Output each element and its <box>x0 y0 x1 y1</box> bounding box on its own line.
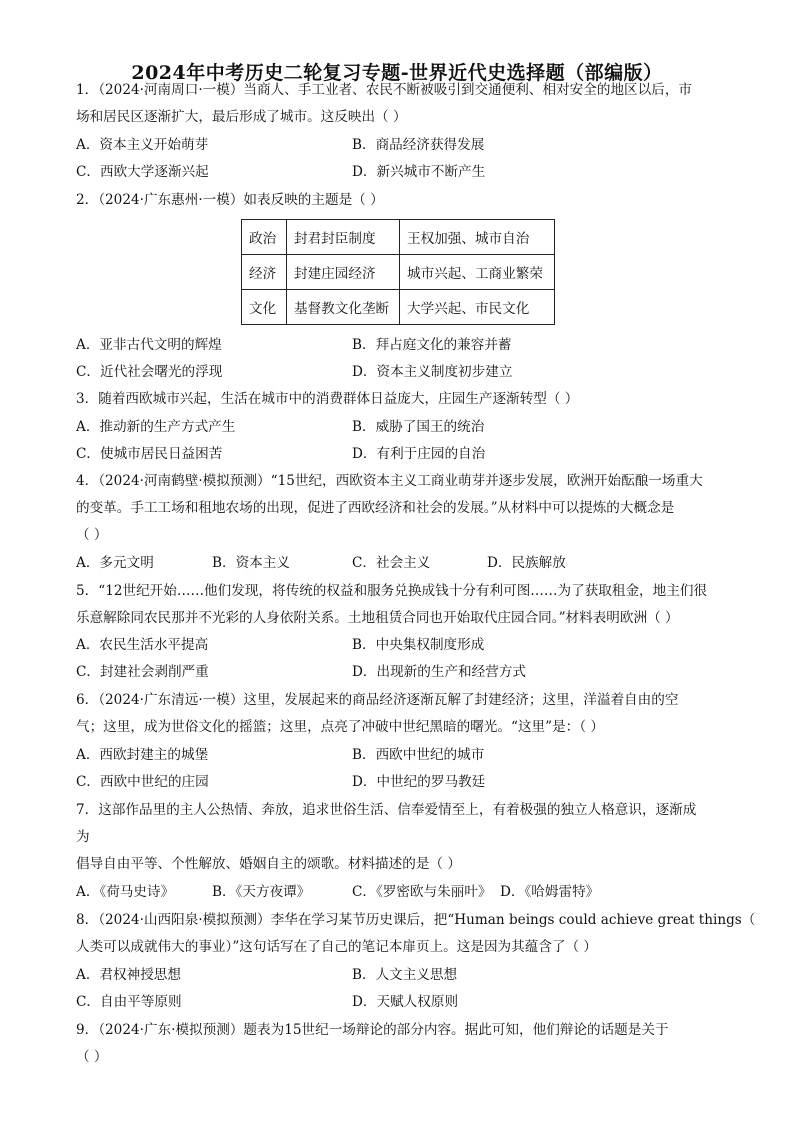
question-8-option-d: D．天赋人权原则 <box>352 994 459 1010</box>
question-6-text: 6．（2024·广东清远·一模）这里，发展起来的商品经济逐渐瓦解了封建经济；这里，洋溢着自由的空 <box>76 692 679 708</box>
question-2-option-c: C．近代社会曙光的浮现 <box>76 364 223 380</box>
table-cell: 文化 <box>242 290 287 325</box>
question-5-option-d: D．出现新的生产和经营方式 <box>352 664 527 680</box>
table-cell: 王权加强、城市自治 <box>400 220 555 255</box>
question-7-option-d: D．《哈姆雷特》 <box>500 884 600 900</box>
question-3-option-c: C．使城市居民日益困苦 <box>76 446 223 462</box>
question-3-text: 3．随着西欧城市兴起，生活在城市中的消费群体日益庞大，庄园生产逐渐转型（ ） <box>76 391 579 407</box>
question-5-option-b: B．中央集权制度形成 <box>352 637 485 653</box>
table-row <box>242 255 555 290</box>
question-8-option-a: A．君权神授思想 <box>76 967 181 983</box>
table-cell: 封君封臣制度 <box>287 220 400 255</box>
question-7-option-a: A．《荷马史诗》 <box>76 884 175 900</box>
question-6-option-d: D．中世纪的罗马教廷 <box>352 774 486 790</box>
question-7-text-cont: 为 <box>76 829 90 845</box>
table-cell: 封建庄园经济 <box>287 255 400 290</box>
question-8-text-cont: 人类可以成就伟大的事业）”这句话写在了自己的笔记本扉页上。这是因为其蕴含了（ ） <box>76 939 598 955</box>
question-1-text: 1．（2024·河南周口·一模）当商人、手工业者、农民不断被吸引到交通便利、相对安全的地区以后，市 <box>76 82 693 98</box>
table-cell: 基督教文化垄断 <box>287 290 400 325</box>
question-2-table <box>241 219 555 325</box>
question-1-option-d: D．新兴城市不断产生 <box>352 164 486 180</box>
question-7-option-b: B．《天方夜谭》 <box>212 884 311 900</box>
question-6-option-a: A．西欧封建主的城堡 <box>76 747 209 763</box>
question-4-option-a: A．多元文明 <box>76 555 154 571</box>
question-6-option-b: B．西欧中世纪的城市 <box>352 747 485 763</box>
question-3-option-b: B．威胁了国王的统治 <box>352 419 485 435</box>
question-4-option-c: C．社会主义 <box>352 555 431 571</box>
question-9-text-cont: （ ） <box>76 1049 108 1065</box>
table-row <box>242 290 555 325</box>
question-4-text: 4．（2024·河南鹤壁·模拟预测）“15世纪，西欧资本主义工商业萌芽并逐步发展，欧洲开始酝酿一场重大 <box>76 473 703 489</box>
question-8-option-c: C．自由平等原则 <box>76 994 182 1010</box>
question-1-option-b: B．商品经济获得发展 <box>352 137 485 153</box>
question-4-text-cont: 的变革。手工工场和租地农场的出现，促进了西欧经济和社会的发展。”从材料中可以提炼的大概念是 <box>76 500 675 516</box>
question-7-option-c: C．《罗密欧与朱丽叶》 <box>352 884 492 900</box>
table-cell: 政治 <box>242 220 287 255</box>
question-7-text: 7．这部作品里的主人公热情、奔放，追求世俗生活、信奉爱情至上，有着极强的独立人格意识，逐渐成 <box>76 802 697 818</box>
question-2-text: 2．（2024·广东惠州·一模）如表反映的主题是（ ） <box>76 192 384 208</box>
question-8-option-b: B．人文主义思想 <box>352 967 458 983</box>
question-6-option-c: C．西欧中世纪的庄园 <box>76 774 209 790</box>
question-1-option-a: A．资本主义开始萌芽 <box>76 137 209 153</box>
question-8-text: 8．（2024·山西阳泉·模拟预测）李华在学习某节历史课后，把“Human beings could achieve great things（ <box>76 912 756 928</box>
question-2-option-d: D．资本主义制度初步建立 <box>352 364 513 380</box>
question-3-option-d: D．有利于庄园的自治 <box>352 446 486 462</box>
question-1-text-cont: 场和居民区逐渐扩大，最后形成了城市。这反映出（ ） <box>76 109 407 125</box>
question-5-option-c: C．封建社会剥削严重 <box>76 664 209 680</box>
question-5-text: 5．“12世纪开始……他们发现，将传统的权益和服务兑换成钱十分有利可图……为了获取租金，地主们很 <box>76 583 708 599</box>
question-3-option-a: A．推动新的生产方式产生 <box>76 419 236 435</box>
question-5-text-cont: 乐意解除同农民那并不光彩的人身依附关系。土地租赁合同也开始取代庄园合同。”材料表明欧洲（ ） <box>76 610 679 626</box>
question-2-option-b: B．拜占庭文化的兼容并蓄 <box>352 337 512 353</box>
question-4-option-b: B．资本主义 <box>212 555 290 571</box>
question-6-text-cont: 气；这里，成为世俗文化的摇篮；这里，点亮了冲破中世纪黑暗的曙光。“这里”是：（ ） <box>76 719 604 735</box>
question-5-option-a: A．农民生活水平提高 <box>76 637 209 653</box>
table-cell: 大学兴起、市民文化 <box>400 290 555 325</box>
table-cell: 城市兴起、工商业繁荣 <box>400 255 555 290</box>
question-2-option-a: A．亚非古代文明的辉煌 <box>76 337 222 353</box>
table-cell: 经济 <box>242 255 287 290</box>
question-4-text-end: （ ） <box>76 527 108 543</box>
question-9-text: 9．（2024·广东·模拟预测）题表为15世纪一场辩论的部分内容。据此可知，他们辩论的话题是关于 <box>76 1022 669 1038</box>
question-1-option-c: C．西欧大学逐渐兴起 <box>76 164 209 180</box>
table-row <box>242 220 555 255</box>
question-7-text-end: 倡导自由平等、个性解放、婚姻自主的颂歌。材料描述的是（ ） <box>76 856 461 872</box>
page-title: 2024年中考历史二轮复习专题-世界近代史选择题（部编版） <box>131 62 663 84</box>
question-4-option-d: D．民族解放 <box>487 555 566 571</box>
